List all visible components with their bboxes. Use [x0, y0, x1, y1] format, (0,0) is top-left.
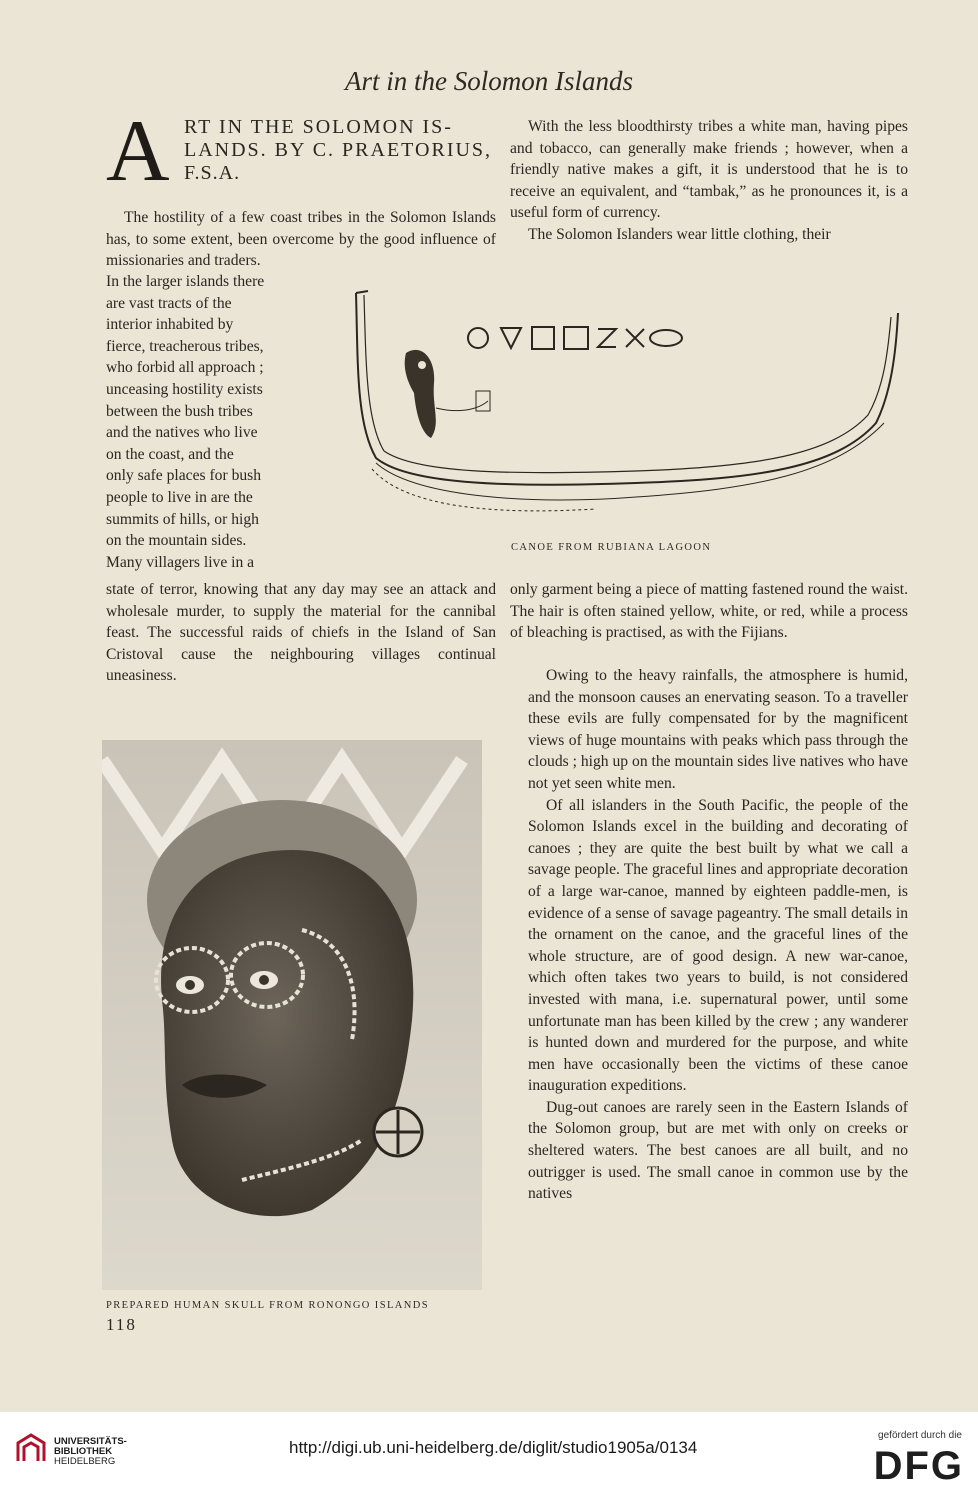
title-line-2: LANDS. BY C. PRAETORIUS,	[184, 139, 493, 161]
library-line-1: UNIVERSITÄTS-	[54, 1436, 127, 1447]
text-line: on the coast, and the	[106, 445, 234, 463]
paragraph: With the less bloodthirsty tribes a white man, having pipes and tobacco, can generally make friends ; however, when a friendly native makes a gift, it is understood that he is to receive an equivalent, and “tambak,” as he pronounces it, is a useful form of currency.	[510, 118, 908, 222]
skull-photograph	[102, 740, 482, 1290]
running-head: Art in the Solomon Islands	[345, 66, 633, 96]
library-line-3: HEIDELBERG	[54, 1456, 116, 1467]
canoe-caption: CANOE FROM RUBIANA LAGOON	[511, 542, 712, 553]
text-line: who forbid all approach ;	[106, 359, 264, 377]
text-line: fierce, treacherous tribes,	[106, 337, 264, 355]
title-line-1: RT IN THE SOLOMON IS-	[184, 116, 453, 138]
paragraph: The hostility of a few coast tribes in the Solomon Islands has, to some extent, been overcome by the good influence of missionaries and traders.	[106, 209, 496, 270]
text-line: interior inhabited by	[106, 316, 234, 334]
paragraph: state of terror, knowing that any day may see an attack and wholesale murder, to supply the material for the cannibal feast. The successful raids of chiefs in the Island of San Cristoval cause the neighbouring villages continual uneasiness.	[106, 581, 496, 685]
paragraph: Dug-out canoes are rarely seen in the Eastern Islands of the Solomon group, but are met with only on creeks or sheltered waters. The best canoes are all built, and no outrigger is used. The small canoe in common use by the natives	[528, 1098, 908, 1203]
left-column-narrow	[106, 271, 292, 573]
library-line-2: BIBLIOTHEK	[54, 1446, 113, 1457]
title-line-3: F.S.A.	[184, 162, 241, 184]
text-line: Many villagers live in a	[106, 553, 255, 571]
text-line: In the larger islands there	[106, 273, 265, 290]
right-column-lower	[510, 579, 908, 644]
canoe-illustration	[336, 283, 910, 541]
right-column-narrow	[528, 665, 908, 1205]
right-column-top	[510, 116, 908, 246]
left-column-continued	[106, 579, 496, 687]
article-title	[106, 103, 496, 200]
text-line: people to live in are the	[106, 488, 253, 506]
paragraph: only garment being a piece of matting fastened round the waist. The hair is often stained yellow, white, or red, while a process of bleaching is practised, as with the Fijians.	[510, 581, 908, 642]
drop-cap: A	[106, 103, 170, 200]
skull-caption: PREPARED HUMAN SKULL FROM RONONGO ISLANDS	[106, 1300, 429, 1311]
university-library-name	[54, 1437, 127, 1467]
left-column-top	[106, 207, 496, 272]
university-library-logo	[14, 1431, 48, 1470]
text-line: are vast tracts of the	[106, 294, 232, 312]
paragraph: Owing to the heavy rainfalls, the atmosphere is humid, and the monsoon causes an enervating season. To a traveller these evils are fully compensated for by the magnificent views of huge mountains with peaks which pass through the clouds ; high up on the mountain sides live natives who have not yet seen white men.	[528, 667, 908, 792]
paragraph: The Solomon Islanders wear little clothing, their	[528, 225, 831, 243]
source-url[interactable]: http://digi.ub.uni-heidelberg.de/diglit/studio1905a/0134	[289, 1438, 698, 1457]
funded-by-label: gefördert durch die	[878, 1430, 962, 1441]
text-line: on the mountain sides.	[106, 532, 247, 550]
dfg-logo: DFG	[873, 1444, 964, 1488]
text-line: between the bush tribes	[106, 402, 253, 420]
text-line: and the natives who live	[106, 424, 258, 442]
text-line: only safe places for bush	[106, 467, 262, 485]
page-number: 118	[106, 1315, 137, 1334]
text-line: summits of hills, or high	[106, 510, 259, 528]
text-line: unceasing hostility exists	[106, 380, 263, 398]
paragraph: Of all islanders in the South Pacific, the people of the Solomon Islands excel in the building and decorating of canoes ; they are quite the best built by what we call a savage people. The graceful lines and appropriate decoration of a large war-canoe, manned by eighteen paddle-men, is evidence of a sense of savage pageantry. The small details in the ornament on the canoe, and the graceful lines of the whole structure, are of good design. A new war-canoe, which often takes two years to build, is not considered invested with mana, i.e. supernatural power, until some unfortunate man has been killed by the crew ; any wanderer is hunted down and murdered for the purpose, and white men have occasionally been the victims of these canoe inauguration expeditions.	[528, 796, 908, 1095]
